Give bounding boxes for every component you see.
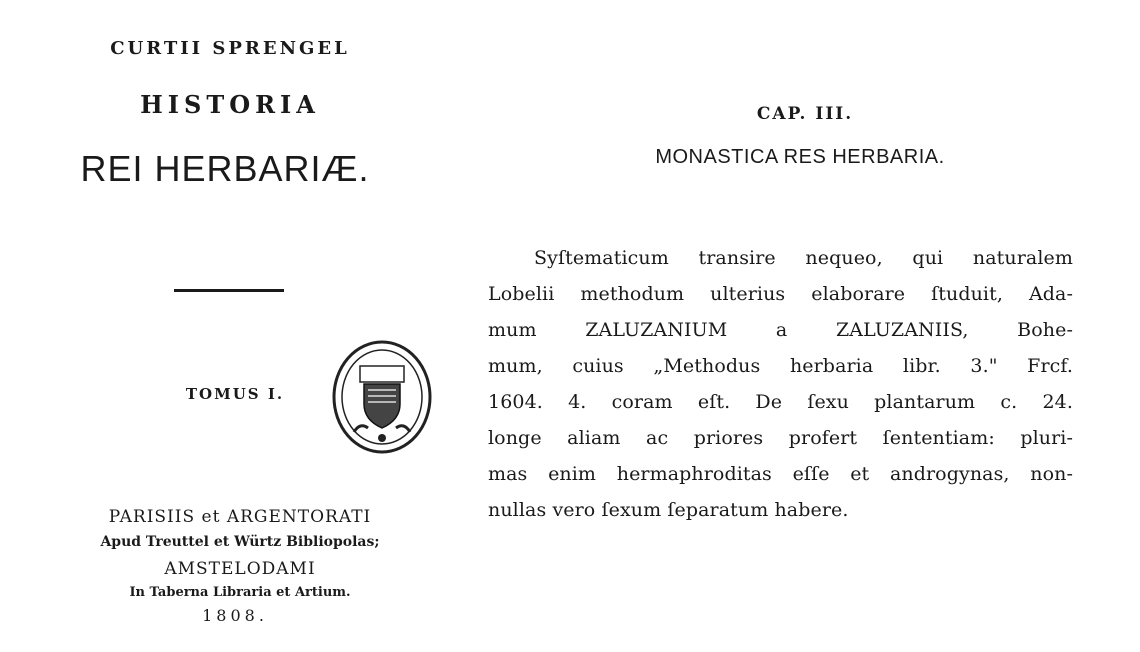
volume-label: TOMUS I.: [185, 385, 285, 403]
paragraph: [488, 240, 1073, 528]
paragraph-line: Lobelii methodum ulterius elaborare ſtuduit, Ada-: [488, 283, 1073, 305]
paragraph-line: mas enim hermaphroditas eſſe et androgynas, non-: [488, 463, 1073, 485]
divider-rule: [174, 289, 284, 292]
title-page: [0, 0, 470, 652]
paragraph-line: mum, cuius „Methodus herbaria libr. 3." Frcf.: [488, 355, 1073, 377]
paragraph-line: Syſtematicum transire nequeo, qui naturalem: [534, 247, 1073, 269]
paragraph-line: nullas vero ſexum ſeparatum habere.: [488, 499, 849, 521]
imprint-city-1: PARISIIS et ARGENTORATI: [108, 507, 372, 527]
library-stamp-seal-icon: [330, 338, 434, 456]
chapter-title: MONASTICA RES HERBARIA.: [655, 146, 945, 168]
book-title-line-1: HISTORIA: [140, 90, 320, 119]
paragraph-line: mum ZALUZANIUM a ZALUZANIIS, Bohe-: [488, 319, 1073, 341]
imprint-shop: In Taberna Libraria et Artium.: [129, 585, 351, 600]
author-name: CURTII SPRENGEL: [110, 38, 350, 59]
chapter-label: CAP. III.: [756, 104, 854, 124]
imprint-publisher: Apud Treuttel et Würtz Bibliopolas;: [100, 534, 380, 550]
chapter-page: [470, 0, 1140, 652]
publication-year: 1808.: [202, 606, 268, 625]
imprint-city-2: AMSTELODAMI: [164, 559, 316, 579]
book-title-line-2: REI HERBARIÆ.: [80, 148, 370, 189]
paragraph-line: longe aliam ac priores profert ſententiam: pluri-: [488, 427, 1073, 449]
paragraph-line: 1604. 4. coram eſt. De ſexu plantarum c. 24.: [488, 391, 1073, 413]
